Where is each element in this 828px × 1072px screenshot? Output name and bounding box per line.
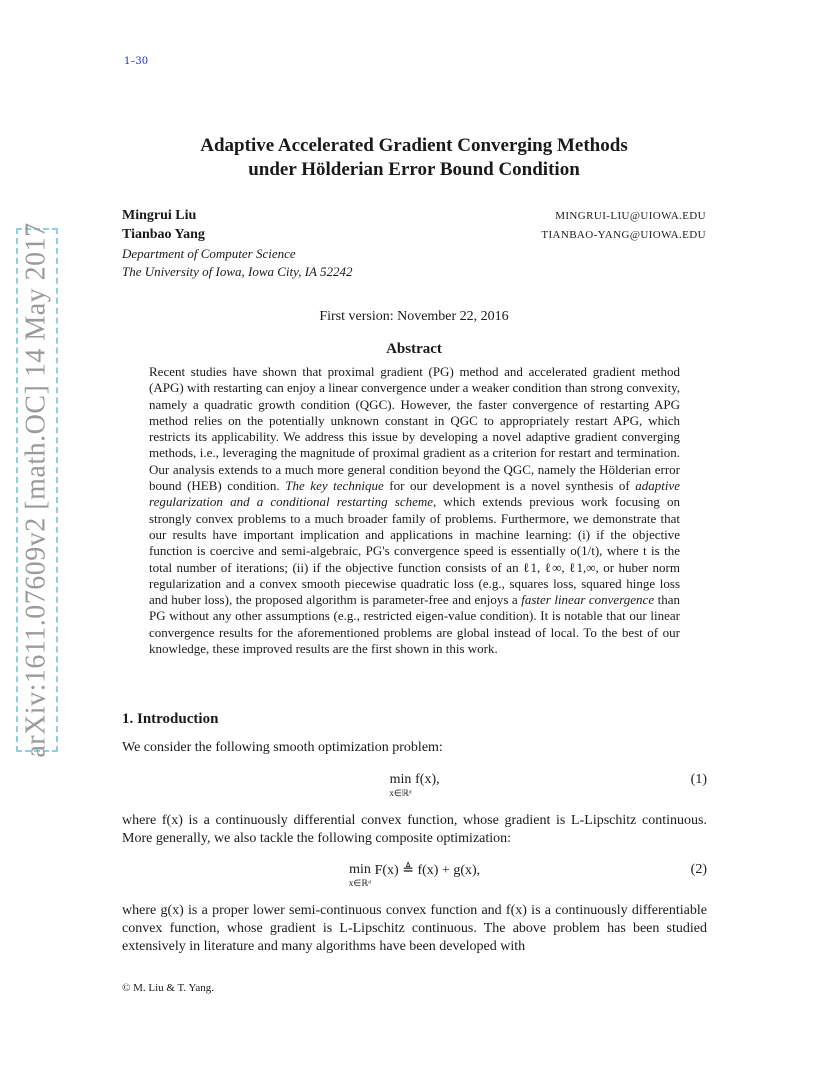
arxiv-stamp-text: arXiv:1611.07609v2 [math.OC] 14 May 2017 xyxy=(21,222,53,758)
intro-paragraph-3: where g(x) is a proper lower semi-continuous convex function and f(x) is a continuously differentiable convex function, whose gradient is L-Lipschitz continuous. The above problem has been studied extensively in literature and many algorithms have been developed with xyxy=(122,903,707,954)
title-line-2: under Hölderian Error Bound Condition xyxy=(248,159,580,180)
equation-2 xyxy=(122,862,707,892)
author-name-2: Tianbao Yang xyxy=(122,227,205,242)
copyright-notice: © M. Liu & T. Yang. xyxy=(122,982,214,994)
equation-2-subscript: x∈ℝᵈ xyxy=(348,878,372,888)
equation-1 xyxy=(122,772,707,802)
equation-1-body xyxy=(122,772,707,798)
equation-1-expression: f(x), xyxy=(415,772,440,787)
abstract-emph-2: adaptive regularization and a conditional restarting scheme xyxy=(149,478,681,510)
author-name-1: Mingrui Liu xyxy=(122,208,197,223)
intro-paragraph-2: where f(x) is a continuously differential convex function, whose gradient is L-Lipschitz continuous. More generally, we also tackle the following composite optimization: xyxy=(122,813,707,846)
intro-paragraph-1: We consider the following smooth optimization problem: xyxy=(122,740,443,755)
paper-title xyxy=(110,134,718,182)
version-line: First version: November 22, 2016 xyxy=(319,309,509,324)
equation-1-operator: min xyxy=(389,772,412,787)
abstract-text-1: Recent studies have shown that proximal gradient (PG) method and accelerated gradient method (APG) with restarting can enjoy a linear convergence under a weaker condition than strong convexity, namely a quadratic growth condition (QGC). However, the faster convergence of restarting APG method relies on the potentially unknown constant in QGC to appropriately restart APG, which restricts its applicability. We address this issue by developing a novel adaptive gradient converging methods, i.e., leveraging the magnitude of proximal gradient as a criterion for restart and termination. Our analysis extends to a much more general condition beyond the QGC, namely the Hölderian error bound (HEB) condition. xyxy=(149,364,680,494)
author-email-1: MINGRUI-LIU@UIOWA.EDU xyxy=(555,210,706,222)
abstract-text-3: , which extends previous work focusing on strongly convex problems to a much broader family of problems. Furthermore, we demonstrate that our results have important implication and applications in machine learning: (i) if the objective function is coercive and semi-algebraic, PG's convergence speed is essentially o(1/t), where t is the total number of iterations; (ii) if the objective function consists of an ℓ1, ℓ∞, ℓ1,∞, or huber norm regularization and a convex smooth piecewise quadratic loss (e.g., squares loss, squared hinge loss and huber loss), the proposed algorithm is parameter-free and enjoys a xyxy=(149,494,680,608)
affiliation-university: The University of Iowa, Iowa City, IA 52242 xyxy=(122,264,353,279)
section-heading: 1. Introduction xyxy=(122,711,219,727)
affiliation-department: Department of Computer Science xyxy=(122,246,296,261)
abstract-heading: Abstract xyxy=(386,341,442,357)
author-email-2: TIANBAO-YANG@UIOWA.EDU xyxy=(541,229,706,241)
equation-2-number: (2) xyxy=(690,862,707,877)
equation-2-operator: min xyxy=(349,862,371,877)
abstract-emph-1: The key technique xyxy=(285,478,384,494)
title-line-1: Adaptive Accelerated Gradient Converging Methods xyxy=(200,135,628,156)
arxiv-stamp xyxy=(16,222,58,758)
abstract-body xyxy=(149,364,680,657)
equation-2-body xyxy=(122,862,707,888)
abstract-emph-3: faster linear convergence xyxy=(521,592,655,608)
page-range: 1–30 xyxy=(124,56,149,67)
equation-1-subscript: x∈ℝᵈ xyxy=(389,788,412,798)
abstract-text-2: for our development is a novel synthesis of xyxy=(389,478,630,494)
abstract-text-4: than PG without any other assumptions (e.g., restricted eigen-value condition). It is notable that our linear convergence results for the aforementioned problems are global instead of local. To the best of our knowledge, these improved results are the first shown in this work. xyxy=(149,592,680,657)
equation-2-expression: F(x) ≜ f(x) + g(x), xyxy=(374,863,481,878)
equation-1-number: (1) xyxy=(690,772,707,787)
